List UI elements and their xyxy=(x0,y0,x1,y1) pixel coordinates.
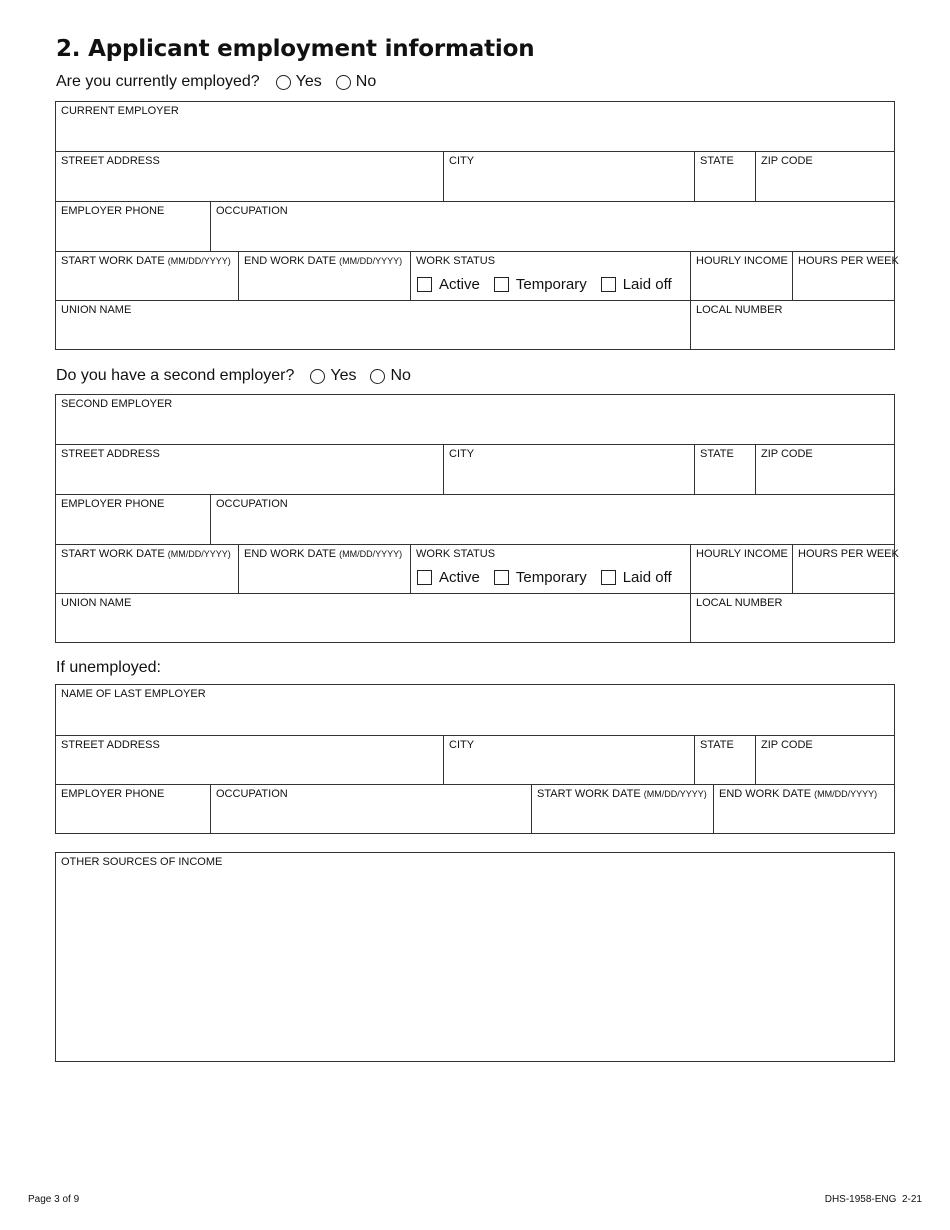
last-start-work-date-label: START WORK DATE (MM/DD/YYYY) xyxy=(537,788,707,800)
second-work-status-laid-off[interactable]: Laid off xyxy=(601,569,672,586)
second-hourly-income-field[interactable] xyxy=(693,562,790,591)
occupation-field[interactable] xyxy=(213,219,892,249)
employed-no-label: No xyxy=(355,73,377,90)
second-street-address-cell[interactable] xyxy=(56,444,443,494)
second-employer-yes-option[interactable] xyxy=(310,367,356,385)
state-cell[interactable] xyxy=(694,151,755,201)
street-address-label: STREET ADDRESS xyxy=(61,155,160,167)
city-cell[interactable] xyxy=(443,151,694,201)
second-laid-off-checkbox[interactable] xyxy=(601,570,616,585)
second-zip-code-label: ZIP CODE xyxy=(761,448,813,460)
employed-yes-radio[interactable] xyxy=(276,75,291,90)
second-employer-question xyxy=(56,365,411,387)
second-active-checkbox[interactable] xyxy=(417,570,432,585)
second-start-work-date-cell[interactable] xyxy=(56,544,238,593)
last-end-work-date-cell[interactable] xyxy=(713,784,894,833)
laid-off-checkbox[interactable] xyxy=(601,277,616,292)
zip-code-label: ZIP CODE xyxy=(761,155,813,167)
second-employer-yes-radio[interactable] xyxy=(310,369,325,384)
second-employer-no-label: No xyxy=(390,367,411,384)
employer-phone-label: EMPLOYER PHONE xyxy=(61,205,165,217)
employed-no-radio[interactable] xyxy=(336,75,351,90)
employed-question xyxy=(56,71,376,93)
second-local-number-label: LOCAL NUMBER xyxy=(696,597,783,609)
current-employer-label: CURRENT EMPLOYER xyxy=(61,105,179,117)
last-zip-code-cell[interactable] xyxy=(755,735,894,784)
second-occupation-field[interactable] xyxy=(213,512,892,542)
zip-code-cell[interactable] xyxy=(755,151,894,201)
last-employer-phone-cell[interactable] xyxy=(56,784,210,833)
local-number-cell[interactable] xyxy=(690,300,894,349)
last-city-field[interactable] xyxy=(446,753,692,782)
last-state-label: STATE xyxy=(700,739,734,751)
second-union-name-cell[interactable] xyxy=(56,593,690,642)
last-street-address-cell[interactable] xyxy=(56,735,443,784)
hours-per-week-field[interactable] xyxy=(795,269,892,298)
second-hourly-income-cell[interactable] xyxy=(690,544,792,593)
hourly-income-label: HOURLY INCOME xyxy=(696,255,788,267)
second-local-number-cell[interactable] xyxy=(690,593,894,642)
second-work-status-options xyxy=(417,569,686,586)
current-employer-block xyxy=(55,101,899,350)
last-street-address-label: STREET ADDRESS xyxy=(61,739,160,751)
second-employer-cell[interactable] xyxy=(56,395,894,444)
employed-question-text: Are you currently employed? xyxy=(56,73,260,90)
second-start-work-date-field[interactable] xyxy=(58,562,236,591)
last-occupation-cell[interactable] xyxy=(210,784,531,833)
second-occupation-cell[interactable] xyxy=(210,494,894,544)
second-city-label: CITY xyxy=(449,448,475,460)
last-street-address-field[interactable] xyxy=(58,753,441,782)
city-field[interactable] xyxy=(446,169,692,199)
last-city-cell[interactable] xyxy=(443,735,694,784)
end-work-date-label: END WORK DATE (MM/DD/YYYY) xyxy=(244,255,403,267)
page-number: Page 3 of 9 xyxy=(28,1194,80,1205)
current-employer-cell[interactable] xyxy=(56,102,894,151)
second-city-cell[interactable] xyxy=(443,444,694,494)
hourly-income-cell[interactable] xyxy=(690,251,792,300)
other-income-label: OTHER SOURCES OF INCOME xyxy=(61,856,223,868)
last-city-label: CITY xyxy=(449,739,475,751)
end-work-date-cell[interactable] xyxy=(238,251,410,300)
street-address-cell[interactable] xyxy=(56,151,443,201)
last-state-cell[interactable] xyxy=(694,735,755,784)
employed-no-option[interactable] xyxy=(336,73,376,91)
employer-phone-cell[interactable] xyxy=(56,201,210,251)
second-zip-code-cell[interactable] xyxy=(755,444,894,494)
second-hours-per-week-field[interactable] xyxy=(795,562,892,591)
second-occupation-label: OCCUPATION xyxy=(216,498,288,510)
second-employer-block xyxy=(55,394,899,643)
second-employer-phone-cell[interactable] xyxy=(56,494,210,544)
second-union-name-label: UNION NAME xyxy=(61,597,132,609)
second-end-work-date-label: END WORK DATE (MM/DD/YYYY) xyxy=(244,548,403,560)
local-number-label: LOCAL NUMBER xyxy=(696,304,783,316)
occupation-label: OCCUPATION xyxy=(216,205,288,217)
last-employer-field[interactable] xyxy=(58,702,892,733)
other-income-block[interactable] xyxy=(55,852,895,1062)
street-address-field[interactable] xyxy=(58,169,441,199)
last-occupation-label: OCCUPATION xyxy=(216,788,288,800)
other-income-field[interactable] xyxy=(58,870,892,1059)
last-end-work-date-label: END WORK DATE (MM/DD/YYYY) xyxy=(719,788,878,800)
employed-yes-label: Yes xyxy=(295,73,322,90)
last-start-work-date-field[interactable] xyxy=(534,802,711,831)
second-employer-no-option[interactable] xyxy=(370,367,410,385)
second-hours-per-week-cell[interactable] xyxy=(792,544,899,593)
second-state-label: STATE xyxy=(700,448,734,460)
second-work-status-label: WORK STATUS xyxy=(416,548,496,560)
second-work-status-active[interactable]: Active xyxy=(417,569,480,586)
second-work-status-cell xyxy=(410,544,690,593)
employed-yes-option[interactable] xyxy=(276,73,322,91)
work-status-cell xyxy=(410,251,690,300)
second-street-address-label: STREET ADDRESS xyxy=(61,448,160,460)
last-zip-code-field[interactable] xyxy=(758,753,892,782)
local-number-field[interactable] xyxy=(693,318,892,347)
second-employer-phone-field[interactable] xyxy=(58,512,208,542)
second-temporary-checkbox[interactable] xyxy=(494,570,509,585)
last-end-work-date-field[interactable] xyxy=(716,802,892,831)
section-title: 2. Applicant employment information xyxy=(56,36,535,62)
second-zip-code-field[interactable] xyxy=(758,462,892,492)
second-end-work-date-field[interactable] xyxy=(241,562,408,591)
last-start-work-date-cell[interactable] xyxy=(531,784,713,833)
second-employer-label: SECOND EMPLOYER xyxy=(61,398,173,410)
active-checkbox[interactable] xyxy=(417,277,432,292)
work-status-laid-off[interactable]: Laid off xyxy=(601,276,672,293)
work-status-options xyxy=(417,276,686,293)
second-work-status-temporary[interactable]: Temporary xyxy=(494,569,587,586)
hours-per-week-cell[interactable] xyxy=(792,251,899,300)
union-name-field[interactable] xyxy=(58,318,688,347)
second-end-work-date-cell[interactable] xyxy=(238,544,410,593)
zip-code-field[interactable] xyxy=(758,169,892,199)
city-label: CITY xyxy=(449,155,475,167)
second-local-number-field[interactable] xyxy=(693,611,892,640)
last-employer-block xyxy=(55,684,895,834)
occupation-cell[interactable] xyxy=(210,201,894,251)
union-name-label: UNION NAME xyxy=(61,304,132,316)
end-work-date-field[interactable] xyxy=(241,269,408,298)
second-employer-question-text: Do you have a second employer? xyxy=(56,367,295,384)
start-work-date-label: START WORK DATE (MM/DD/YYYY) xyxy=(61,255,231,267)
second-employer-no-radio[interactable] xyxy=(370,369,385,384)
employer-phone-field[interactable] xyxy=(58,219,208,249)
second-employer-field[interactable] xyxy=(58,412,892,442)
second-start-work-date-label: START WORK DATE (MM/DD/YYYY) xyxy=(61,548,231,560)
second-union-name-field[interactable] xyxy=(58,611,688,640)
second-state-cell[interactable] xyxy=(694,444,755,494)
work-status-active[interactable]: Active xyxy=(417,276,480,293)
start-work-date-field[interactable] xyxy=(58,269,236,298)
hourly-income-field[interactable] xyxy=(693,269,790,298)
work-status-label: WORK STATUS xyxy=(416,255,496,267)
last-occupation-field[interactable] xyxy=(213,802,529,831)
second-hourly-income-label: HOURLY INCOME xyxy=(696,548,788,560)
unemployed-heading-text: If unemployed: xyxy=(56,659,161,676)
unemployed-heading xyxy=(56,657,161,679)
start-work-date-cell[interactable] xyxy=(56,251,238,300)
second-city-field[interactable] xyxy=(446,462,692,492)
second-state-field[interactable] xyxy=(697,462,753,492)
state-field[interactable] xyxy=(697,169,753,199)
second-hours-per-week-label: HOURS PER WEEK xyxy=(798,548,899,560)
work-status-temporary[interactable]: Temporary xyxy=(494,276,587,293)
second-employer-phone-label: EMPLOYER PHONE xyxy=(61,498,165,510)
state-label: STATE xyxy=(700,155,734,167)
current-employer-field[interactable] xyxy=(58,119,892,149)
last-zip-code-label: ZIP CODE xyxy=(761,739,813,751)
last-employer-phone-field[interactable] xyxy=(58,802,208,831)
form-id: DHS-1958-ENG 2-21 xyxy=(824,1194,922,1205)
union-name-cell[interactable] xyxy=(56,300,690,349)
last-employer-label: NAME OF LAST EMPLOYER xyxy=(61,688,206,700)
last-employer-phone-label: EMPLOYER PHONE xyxy=(61,788,165,800)
last-state-field[interactable] xyxy=(697,753,753,782)
last-employer-cell[interactable] xyxy=(56,685,894,735)
second-employer-yes-label: Yes xyxy=(330,367,357,384)
hours-per-week-label: HOURS PER WEEK xyxy=(798,255,899,267)
temporary-checkbox[interactable] xyxy=(494,277,509,292)
second-street-address-field[interactable] xyxy=(58,462,441,492)
